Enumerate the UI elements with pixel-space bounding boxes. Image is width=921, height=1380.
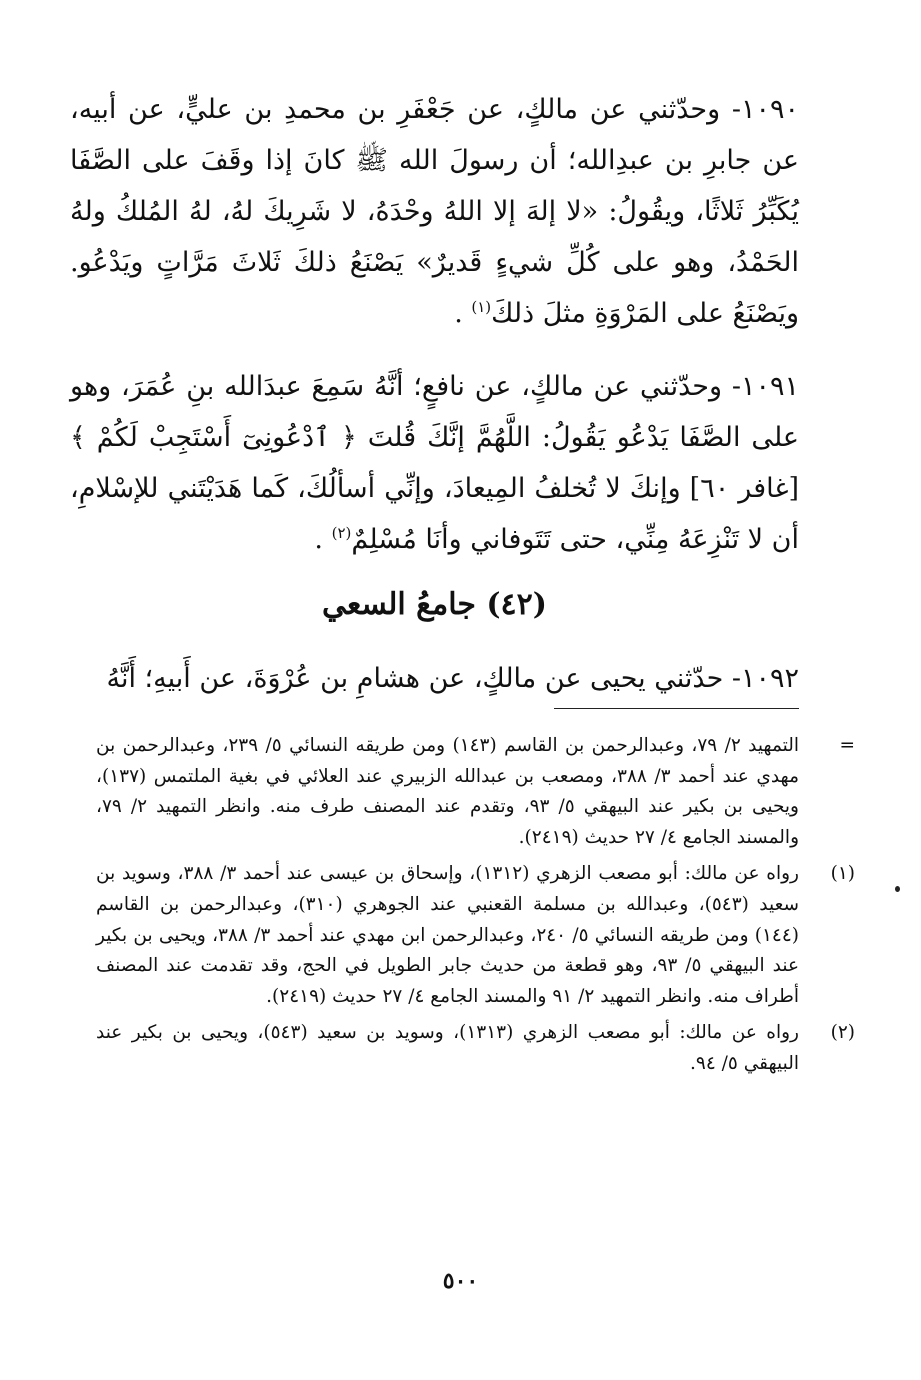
hadith-1090-end: .	[454, 298, 472, 329]
footnote-1-mark: (١)	[830, 863, 855, 885]
footnote-continued	[96, 731, 855, 853]
hadith-1090	[70, 84, 799, 339]
footnote-continued-mark: =	[839, 735, 855, 756]
footnote-ref-1: (١)	[471, 298, 492, 316]
footnote-1	[96, 859, 855, 1012]
footnote-2-text: رواه عن مالك: أبو مصعب الزهري (١٣١٣)، وسويد بن سعيد (٥٤٣)، ويحيى بن بكير عند البيهقي ٥/ ٩٤.	[96, 1022, 799, 1074]
hadith-1092: ١٠٩٢- حدّثني يحيى عن مالكٍ، عن هشامِ بن عُرْوَةَ، عن أَبيهِ؛ أَنَّهُ	[106, 663, 799, 694]
footnotes-block	[96, 731, 855, 1086]
footnote-continued-text: التمهيد ٢/ ٧٩، وعبدالرحمن بن القاسم (١٤٣) ومن طريقه النسائي ٥/ ٢٣٩، وعبدالرحمن بن مهدي عند أحمد ٣/ ٣٨٨، ومصعب بن عبدالله الزبيري عند العلائي في بغية الملتمس (١٣٧)، ويحيى بن بكير عند البيهقي ٥/ ٩٣، وتقدم عند المصنف طرف منه. وانظر التمهيد ٢/ ٧٩، والمسند الجامع ٤/ ٢٧ حديث (٢٤١٩).	[96, 735, 800, 848]
footnote-1-text: رواه عن مالك: أبو مصعب الزهري (١٣١٢)، وإسحاق بن عيسى عند أحمد ٣/ ٣٨٨، وسويد بن سعيد (٥٤٣)، وعبدالله بن مسلمة القعنبي عند الجوهري (٣١٠)، وعبدالرحمن بن القاسم (١٤٤) ومن طريقه النسائي ٥/ ٢٤٠، وعبدالرحمن ابن مهدي عند أحمد ٣/ ٣٨٨، ويحيى بن بكير عند البيهقي ٥/ ٩٣، وهو قطعة من حديث جابر الطويل في الحج، وقد تقدمت عند المصنف أطراف منه. وانظر التمهيد ٢/ ٩١ والمسند الجامع ٤/ ٢٧ حديث (٢٤١٩).	[96, 863, 799, 1007]
hadith-1091-end: .	[314, 524, 332, 555]
hadith-1090-text: ١٠٩٠- وحدّثني عن مالكٍ، عن جَعْفَرِ بن محمدِ بن عليٍّ، عن أبيه، عن جابرِ بن عبدِالله؛ أن رسولَ الله ﷺ كانَ إذا وقَفَ على الصَّفَا يُكَبِّرُ ثَلاثًا، ويقُولُ: «لا إلهَ إلا اللهُ وحْدَهُ، لا شَرِيكَ لهُ، لهُ المُلكُ ولهُ الحَمْدُ، وهو على كُلِّ شيءٍ قَديرٌ» يَصْنَعُ ذلكَ ثَلاثَ مَرَّاتٍ ويَدْعُو. ويَصْنَعُ على المَرْوَةِ مثلَ ذلكَ	[70, 94, 799, 329]
footnote-ref-2: (٢)	[331, 524, 352, 542]
footnote-2	[96, 1018, 855, 1079]
hadith-1091	[70, 361, 799, 565]
page-number: ٥٠٠	[442, 1268, 479, 1294]
section-heading: (٤٢) جامعُ السعي	[322, 587, 547, 622]
scan-speck	[895, 886, 900, 892]
hadith-1091-text: ١٠٩١- وحدّثني عن مالكٍ، عن نافعٍ؛ أنَّهُ سَمِعَ عبدَالله بنِ عُمَرَ، وهو على الصَّفَا يَدْعُو يَقُولُ: اللَّهُمَّ إنَّكَ قُلتَ ﴿ ٱدْعُونِىٓ أَسْتَجِبْ لَكُمْ ﴾ [غافر ٦٠] وإنكَ لا تُخلفُ المِيعادَ، وإنِّي أسألُكَ، كَما هَدَيْتَني للإسْلامِ، أن لا تَنْزِعَهُ مِنِّي، حتى تَتَوفاني وأنَا مُسْلِمٌ	[70, 371, 799, 555]
footnote-2-mark: (٢)	[830, 1022, 855, 1044]
main-text-block	[70, 84, 799, 565]
footnote-separator	[554, 708, 799, 709]
